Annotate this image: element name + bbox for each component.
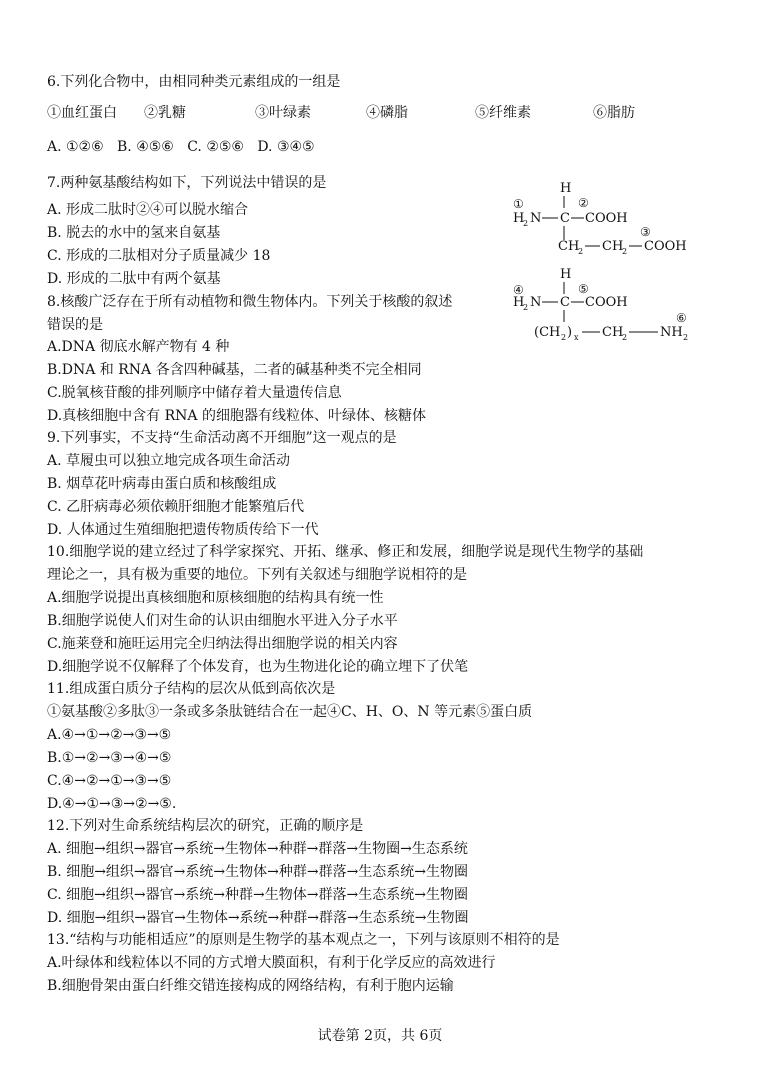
- q10-option-d: D.细胞学说不仅解释了个体发育，也为生物进化论的确立埋下了伏笔: [47, 659, 469, 675]
- label-circle-4: ④: [513, 283, 524, 297]
- amino2-h: H: [560, 267, 572, 282]
- q12-stem: 12.下列对生命系统结构层次的研究，正确的顺序是: [47, 818, 364, 834]
- q12-option-a: A. 细胞→组织→器官→系统→生物体→种群→群落→生物圈→生态系统: [47, 841, 468, 857]
- amino1-cooh: COOH: [585, 211, 628, 226]
- q6-item-4: ④磷脂: [366, 105, 408, 121]
- q9-stem: 9.下列事实，不支持“生命活动离不开细胞”这一观点的是: [47, 430, 397, 446]
- q6-choices: A. ①②⑥ B. ④⑤⑥ C. ②⑤⑥ D. ③④⑤: [47, 139, 315, 155]
- amino2-nh2: NH: [660, 325, 683, 340]
- amino1-ch2a: CH: [558, 239, 580, 254]
- q6-item-6: ⑥脂肪: [593, 105, 635, 121]
- label-circle-1: ①: [513, 197, 524, 211]
- q8-option-d: D.真核细胞中含有 RNA 的细胞器有线粒体、叶绿体、核糖体: [47, 408, 426, 424]
- q8-stem-line2: 错误的是: [47, 317, 103, 333]
- amino2-ch2-sub: 2: [622, 333, 628, 342]
- q7-option-b: B. 脱去的水中的氢来自氨基: [47, 225, 221, 241]
- q13-option-a: A.叶绿体和线粒体以不同的方式增大膜面积，有利于化学反应的高效进行: [47, 955, 496, 971]
- amino1-ch2b-sub: 2: [622, 247, 628, 256]
- q13-option-b: B.细胞骨架由蛋白纤维交错连接构成的网络结构，有利于胞内运输: [47, 978, 454, 994]
- q11-items: ①氨基酸②多肽③一条或多条肽链结合在一起④C、H、O、N 等元素⑤蛋白质: [47, 704, 533, 720]
- q11-stem: 11.组成蛋白质分子结构的层次从低到高依次是: [47, 681, 336, 697]
- q10-stem-line1: 10.细胞学说的建立经过了科学家探究、开拓、继承、修正和发展，细胞学说是现代生物学的基础: [47, 544, 644, 560]
- amino2-cooh: COOH: [585, 295, 628, 310]
- amino1-ch2b: CH: [602, 239, 624, 254]
- amino1-r-cooh: COOH: [644, 239, 687, 254]
- q8-option-a: A.DNA 彻底水解产物有 4 种: [47, 339, 230, 355]
- page-footer: 试卷第 2页，共 6页: [317, 1028, 443, 1044]
- amino2-c: C: [560, 295, 570, 310]
- amino2-paren-close: ): [567, 325, 573, 340]
- q13-stem: 13.“结构与功能相适应”的原则是生物学的基本观点之一，下列与该原则不相符的是: [47, 932, 560, 948]
- amino2-paren-ch-text: CH: [539, 325, 561, 340]
- q12-option-b: B. 细胞→组织→器官→系统→生物体→种群→群落→生态系统→生物圈: [47, 864, 469, 880]
- label-circle-6: ⑥: [676, 311, 687, 325]
- q11-option-c: C.④→②→①→③→⑤: [47, 773, 172, 789]
- q7-option-c: C. 形成的二肽相对分子质量减少 18: [47, 248, 271, 264]
- q7-stem: 7.两种氨基酸结构如下，下列说法中错误的是: [47, 175, 327, 191]
- amino2-paren-subx: x: [574, 333, 579, 342]
- q6-stem: 6.下列化合物中，由相同种类元素组成的一组是: [47, 74, 341, 90]
- q9-option-b: B. 烟草花叶病毒由蛋白质和核酸组成: [47, 476, 277, 492]
- q11-option-d: D.④→①→③→②→⑤.: [47, 796, 177, 812]
- q7-option-d: D. 形成的二肽中有两个氨基: [47, 271, 221, 287]
- amino-acid-structure-svg: [508, 178, 708, 348]
- q10-option-a: A.细胞学说提出真核细胞和原核细胞的结构具有统一性: [47, 590, 384, 606]
- amino2-n: N: [530, 295, 542, 310]
- label-circle-2: ②: [578, 196, 589, 210]
- amino2-h2-sub: 2: [523, 303, 529, 312]
- amino2-nh2-sub: 2: [683, 333, 689, 342]
- amino1-n: N: [530, 211, 542, 226]
- q8-stem-line1: 8.核酸广泛存在于所有动植物和微生物体内。下列关于核酸的叙述: [47, 294, 453, 310]
- q7-option-a: A. 形成二肽时②④可以脱水缩合: [47, 202, 249, 218]
- q8-option-c: C.脱氧核苷酸的排列顺序中储存着大量遗传信息: [47, 385, 342, 401]
- amino-acid-structure-figure: [508, 178, 708, 348]
- amino2-h2-h: H: [513, 295, 525, 310]
- q12-option-c: C. 细胞→组织→器官→系统→种群→生物体→群落→生态系统→生物圈: [47, 887, 468, 903]
- label-circle-5: ⑤: [578, 282, 589, 296]
- amino1-c: C: [560, 211, 570, 226]
- amino2-paren-ch: (CH: [534, 325, 561, 340]
- q9-option-a: A. 草履虫可以独立地完成各项生命活动: [47, 453, 291, 469]
- q10-option-b: B.细胞学说使人们对生命的认识由细胞水平进入分子水平: [47, 613, 398, 629]
- amino1-ch2a-sub: 2: [578, 247, 584, 256]
- q11-option-b: B.①→②→③→④→⑤: [47, 750, 172, 766]
- q6-item-3: ③叶绿素: [255, 105, 311, 121]
- amino2-paren-sub2: 2: [561, 333, 567, 342]
- q6-item-1: ①血红蛋白: [47, 105, 117, 121]
- amino1-h2-sub: 2: [523, 219, 529, 228]
- q11-option-a: A.④→①→②→③→⑤: [47, 727, 172, 743]
- q6-item-2: ②乳糖: [144, 105, 186, 121]
- q6-item-5: ⑤纤维素: [475, 105, 531, 121]
- amino1-h2-h: H: [513, 211, 525, 226]
- q10-stem-line2: 理论之一，具有极为重要的地位。下列有关叙述与细胞学说相符的是: [47, 567, 467, 583]
- label-circle-3: ③: [640, 225, 651, 239]
- q10-option-c: C.施莱登和施旺运用完全归纳法得出细胞学说的相关内容: [47, 636, 398, 652]
- q9-option-d: D. 人体通过生殖细胞把遗传物质传给下一代: [47, 522, 319, 538]
- q8-option-b: B.DNA 和 RNA 各含四种碱基，二者的碱基种类不完全相同: [47, 362, 422, 378]
- amino1-h: H: [560, 181, 572, 196]
- amino2-ch2: CH: [602, 325, 624, 340]
- q9-option-c: C. 乙肝病毒必须依赖肝细胞才能繁殖后代: [47, 499, 305, 515]
- q12-option-d: D. 细胞→组织→器官→生物体→系统→种群→群落→生态系统→生物圈: [47, 910, 469, 926]
